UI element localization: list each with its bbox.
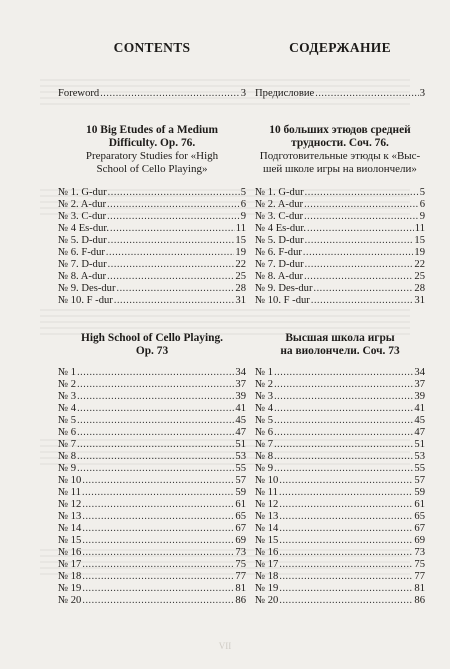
entry-label: № 20: [58, 595, 82, 606]
toc-entry[interactable]: [58, 463, 246, 475]
dot-leader: [315, 88, 418, 100]
dot-leader: [274, 403, 413, 415]
dot-leader: [82, 535, 234, 547]
dot-leader: [108, 259, 235, 271]
entry-label: № 3: [58, 391, 77, 402]
entry-label: № 10: [58, 475, 82, 486]
entry-label: № 19: [255, 583, 279, 594]
section-heading-line: Высшая школа игры: [285, 332, 395, 344]
entry-label: № 9: [255, 463, 274, 474]
entry-label: № 6: [58, 427, 77, 438]
dot-leader: [77, 391, 234, 403]
entry-label: № 4 Es-dur.: [255, 223, 307, 234]
entry-page-number: 75: [414, 559, 425, 570]
entry-page-number: 47: [414, 427, 425, 438]
entry-label: № 14: [58, 523, 82, 534]
entry-page-number: 47: [235, 427, 246, 438]
entry-label: № 11: [58, 487, 81, 498]
dot-leader: [304, 211, 419, 223]
entry-page-number: 81: [235, 583, 246, 594]
entry-label: № 5. D-dur: [255, 235, 304, 246]
entry-label: № 7: [58, 439, 77, 450]
entry-page-number: 75: [235, 559, 246, 570]
dot-leader: [305, 187, 419, 199]
toc-entry[interactable]: [255, 535, 425, 547]
entry-label: № 20: [255, 595, 279, 606]
toc-entry[interactable]: [255, 523, 425, 535]
dot-leader: [274, 391, 413, 403]
entry-label: № 15: [255, 535, 279, 546]
entry-label: № 16: [255, 547, 279, 558]
entry-page-number: 55: [235, 463, 246, 474]
section-subheading-op76: [50, 150, 254, 176]
entry-label: № 2: [58, 379, 77, 390]
toc-entry[interactable]: [255, 379, 425, 391]
entry-label: № 12: [255, 499, 279, 510]
entry-page-number: 37: [414, 379, 425, 390]
dot-leader: [279, 511, 413, 523]
entry-page-number: 22: [414, 259, 425, 270]
entry-label: № 9. Des-dur: [58, 283, 116, 294]
entry-page-number: 45: [235, 415, 246, 426]
section-heading-line: трудности. Соч. 76.: [291, 137, 389, 149]
section-subheading-line: Подготовительные этюды к «Выс-: [259, 150, 421, 162]
toc-entry[interactable]: [58, 583, 246, 595]
toc-entry[interactable]: [255, 463, 425, 475]
toc-entry[interactable]: [255, 247, 425, 259]
toc-entry[interactable]: [255, 223, 425, 235]
toc-entry[interactable]: [255, 595, 425, 607]
entry-page-number: 11: [414, 223, 425, 234]
entry-label: № 4: [58, 403, 77, 414]
toc-entry[interactable]: [58, 559, 246, 571]
dot-leader: [279, 571, 413, 583]
dot-leader: [100, 88, 240, 100]
entry-page-number: 6: [419, 199, 425, 210]
entry-label: № 7. D-dur: [58, 259, 107, 270]
toc-entry[interactable]: [255, 259, 425, 271]
dot-leader: [77, 367, 234, 379]
toc-entry[interactable]: [58, 523, 246, 535]
page-folio: VII: [218, 641, 232, 651]
dot-leader: [77, 439, 234, 451]
dot-leader: [106, 247, 235, 259]
dot-leader: [77, 451, 234, 463]
entry-label: № 14: [255, 523, 279, 534]
entry-label: № 13: [255, 511, 279, 522]
toc-entry[interactable]: [58, 571, 246, 583]
entry-page-number: 15: [235, 235, 246, 246]
entry-page-number: 31: [235, 295, 246, 306]
entry-page-number: 65: [414, 511, 425, 522]
dot-leader: [274, 415, 413, 427]
contents-title: CONTENTS: [113, 40, 191, 55]
entry-page-number: 34: [235, 367, 246, 378]
toc-entry[interactable]: [58, 211, 246, 223]
entry-label: № 6. F-dur: [255, 247, 302, 258]
section-heading-line: на виолончели. Соч. 73: [280, 345, 400, 357]
contents-title: СОДЕРЖАНИЕ: [289, 40, 391, 55]
dot-leader: [305, 235, 414, 247]
entry-page-number: 57: [235, 475, 246, 486]
entry-page-number: 69: [414, 535, 425, 546]
entry-page-number: 86: [414, 595, 425, 606]
entry-label: № 10. F -dur: [255, 295, 310, 306]
toc-entry[interactable]: [58, 487, 246, 499]
entry-label: № 8. A-dur: [255, 271, 304, 282]
entry-page-number: 59: [235, 487, 246, 498]
toc-entry[interactable]: [255, 427, 425, 439]
toc-entry[interactable]: [58, 295, 246, 307]
entry-label: № 9. Des-dur: [255, 283, 313, 294]
entry-page-number: 9: [240, 211, 246, 222]
toc-entry[interactable]: [58, 259, 246, 271]
section-heading-op73: [249, 332, 431, 358]
section-subheading-op76: [247, 150, 433, 176]
dot-leader: [274, 367, 413, 379]
toc-entry[interactable]: [58, 391, 246, 403]
entry-page-number: 67: [235, 523, 246, 534]
toc-entry[interactable]: [255, 571, 425, 583]
dot-leader: [304, 271, 413, 283]
entry-page-number: 67: [414, 523, 425, 534]
entry-label: № 10. F -dur: [58, 295, 113, 306]
entry-page-number: 3: [240, 88, 246, 99]
section-heading-line: Op. 73: [135, 345, 169, 357]
toc-entry[interactable]: [255, 283, 425, 295]
entry-page-number: 61: [235, 499, 246, 510]
dot-leader: [77, 415, 234, 427]
entry-label: № 4: [255, 403, 274, 414]
entry-label: № 5: [255, 415, 274, 426]
entry-label: № 10: [255, 475, 279, 486]
dot-leader: [77, 427, 234, 439]
entry-label: № 1. G-dur: [255, 187, 304, 198]
dot-leader: [304, 199, 419, 211]
dot-leader: [82, 559, 234, 571]
entry-page-number: 51: [414, 439, 425, 450]
toc-entry[interactable]: [58, 439, 246, 451]
entry-label: № 3. C-dur: [58, 211, 107, 222]
dot-leader: [279, 559, 413, 571]
section-heading-op76: [52, 124, 252, 150]
toc-entry[interactable]: [255, 487, 425, 499]
entry-label: № 8. A-dur: [58, 271, 107, 282]
toc-entry[interactable]: [255, 187, 425, 199]
entry-page-number: 81: [414, 583, 425, 594]
entry-label: № 4 Es-dur.: [58, 223, 110, 234]
dot-leader: [116, 283, 234, 295]
dot-leader: [82, 511, 234, 523]
entry-page-number: 28: [414, 283, 425, 294]
toc-entry[interactable]: [255, 559, 425, 571]
dot-leader: [107, 271, 234, 283]
entry-page-number: 73: [414, 547, 425, 558]
entry-label: № 5. D-dur: [58, 235, 107, 246]
entry-page-number: 45: [414, 415, 425, 426]
entry-page-number: 19: [235, 247, 246, 258]
toc-entry[interactable]: [58, 535, 246, 547]
section-heading-line: Difficulty. Op. 76.: [108, 137, 196, 149]
toc-entry[interactable]: [58, 379, 246, 391]
entry-label: № 6: [255, 427, 274, 438]
dot-leader: [82, 547, 234, 559]
entry-page-number: 55: [414, 463, 425, 474]
section-heading-line: 10 Big Etudes of a Medium: [86, 124, 218, 136]
dot-leader: [279, 475, 413, 487]
toc-entry[interactable]: [58, 271, 246, 283]
entry-page-number: 22: [235, 259, 246, 270]
toc-entry[interactable]: [255, 235, 425, 247]
dot-leader: [279, 499, 413, 511]
section-heading-op76: [249, 124, 431, 150]
section-heading-op73: [52, 332, 252, 358]
toc-entry[interactable]: [255, 391, 425, 403]
entry-label: № 11: [255, 487, 278, 498]
dot-leader: [108, 235, 235, 247]
dot-leader: [82, 499, 234, 511]
dot-leader: [274, 451, 413, 463]
toc-entry[interactable]: [58, 235, 246, 247]
dot-leader: [311, 295, 414, 307]
entry-label: № 18: [255, 571, 279, 582]
entry-page-number: 61: [414, 499, 425, 510]
entry-page-number: 28: [235, 283, 246, 294]
entry-page-number: 41: [235, 403, 246, 414]
toc-entry[interactable]: [255, 403, 425, 415]
entry-label: № 7: [255, 439, 274, 450]
toc-entry[interactable]: [58, 403, 246, 415]
entry-label: Предисловие: [255, 88, 315, 99]
dot-leader: [313, 283, 413, 295]
dot-leader: [82, 475, 234, 487]
entry-page-number: 11: [235, 223, 246, 234]
dot-leader: [82, 523, 234, 535]
toc-entry[interactable]: [255, 211, 425, 223]
toc-entry-foreword[interactable]: [255, 88, 425, 100]
entry-label: № 17: [255, 559, 279, 570]
dot-leader: [307, 223, 414, 235]
dot-leader: [279, 583, 413, 595]
entry-label: № 9: [58, 463, 77, 474]
entry-page-number: 59: [414, 487, 425, 498]
dot-leader: [279, 487, 413, 499]
entry-page-number: 77: [235, 571, 246, 582]
toc-entry[interactable]: [58, 367, 246, 379]
toc-entry[interactable]: [58, 247, 246, 259]
entry-page-number: 86: [235, 595, 246, 606]
entry-page-number: 6: [240, 199, 246, 210]
dot-leader: [77, 463, 234, 475]
entry-label: № 19: [58, 583, 82, 594]
entry-page-number: 77: [414, 571, 425, 582]
toc-entry[interactable]: [255, 547, 425, 559]
entry-label: № 5: [58, 415, 77, 426]
toc-entry[interactable]: [58, 223, 246, 235]
toc-entry[interactable]: [58, 283, 246, 295]
section-heading-line: High School of Cello Playing.: [80, 332, 224, 344]
entry-page-number: 69: [235, 535, 246, 546]
entry-label: № 1: [255, 367, 274, 378]
toc-entry[interactable]: [58, 595, 246, 607]
entry-label: № 8: [255, 451, 274, 462]
entry-label: № 1. G-dur: [58, 187, 107, 198]
entry-page-number: 51: [235, 439, 246, 450]
entry-page-number: 19: [414, 247, 425, 258]
entry-label: № 13: [58, 511, 82, 522]
toc-entry[interactable]: [58, 475, 246, 487]
toc-entry[interactable]: [255, 415, 425, 427]
entry-page-number: 73: [235, 547, 246, 558]
toc-entry[interactable]: [58, 199, 246, 211]
entry-page-number: 53: [414, 451, 425, 462]
toc-entry[interactable]: [255, 499, 425, 511]
entry-page-number: 5: [419, 187, 425, 198]
entry-page-number: 34: [414, 367, 425, 378]
toc-entry[interactable]: [255, 583, 425, 595]
toc-entry[interactable]: [58, 499, 246, 511]
section-heading-line: 10 больших этюдов средней: [269, 124, 411, 136]
entry-label: № 16: [58, 547, 82, 558]
entry-label: № 17: [58, 559, 82, 570]
section-subheading-line: Preparatory Studies for «High: [85, 150, 219, 162]
entry-page-number: 39: [414, 391, 425, 402]
dot-leader: [82, 595, 234, 607]
dot-leader: [274, 463, 413, 475]
dot-leader: [110, 223, 235, 235]
toc-entry[interactable]: [58, 511, 246, 523]
toc-entry[interactable]: [58, 415, 246, 427]
section-subheading-line: шей школе игры на виолончели»: [263, 163, 417, 175]
entry-page-number: 3: [419, 88, 425, 99]
entry-label: № 8: [58, 451, 77, 462]
entry-label: № 2. A-dur: [58, 199, 107, 210]
dot-leader: [279, 535, 413, 547]
entry-label: Foreword: [58, 88, 100, 99]
dot-leader: [303, 247, 414, 259]
entry-label: № 1: [58, 367, 77, 378]
dot-leader: [107, 199, 240, 211]
entry-page-number: 37: [235, 379, 246, 390]
entry-label: № 18: [58, 571, 82, 582]
entry-page-number: 9: [419, 211, 425, 222]
dot-leader: [77, 403, 234, 415]
dot-leader: [274, 427, 413, 439]
toc-entry[interactable]: [255, 475, 425, 487]
entry-label: № 2. A-dur: [255, 199, 304, 210]
dot-leader: [108, 187, 240, 199]
dot-leader: [82, 571, 234, 583]
entry-page-number: 31: [414, 295, 425, 306]
toc-entry[interactable]: [255, 295, 425, 307]
toc-entry[interactable]: [255, 511, 425, 523]
dot-leader: [279, 595, 413, 607]
dot-leader: [305, 259, 414, 271]
dot-leader: [82, 583, 234, 595]
dot-leader: [114, 295, 235, 307]
entry-page-number: 57: [414, 475, 425, 486]
toc-entry[interactable]: [255, 439, 425, 451]
entry-page-number: 5: [240, 187, 246, 198]
entry-label: № 12: [58, 499, 82, 510]
entry-page-number: 15: [414, 235, 425, 246]
toc-entry[interactable]: [255, 367, 425, 379]
toc-entry[interactable]: [58, 451, 246, 463]
entry-label: № 2: [255, 379, 274, 390]
dot-leader: [77, 379, 234, 391]
toc-entry-foreword[interactable]: [58, 88, 246, 100]
toc-entry[interactable]: [255, 451, 425, 463]
entry-label: № 15: [58, 535, 82, 546]
entry-label: № 7. D-dur: [255, 259, 304, 270]
entry-page-number: 25: [414, 271, 425, 282]
dot-leader: [82, 487, 234, 499]
dot-leader: [274, 379, 413, 391]
toc-entry[interactable]: [58, 547, 246, 559]
entry-page-number: 41: [414, 403, 425, 414]
entry-page-number: 39: [235, 391, 246, 402]
dot-leader: [107, 211, 240, 223]
toc-entry[interactable]: [58, 187, 246, 199]
entry-label: № 3: [255, 391, 274, 402]
toc-entry[interactable]: [58, 427, 246, 439]
dot-leader: [279, 547, 413, 559]
entry-label: № 3. C-dur: [255, 211, 304, 222]
entry-page-number: 53: [235, 451, 246, 462]
dot-leader: [274, 439, 413, 451]
toc-entry[interactable]: [255, 271, 425, 283]
toc-entry[interactable]: [255, 199, 425, 211]
dot-leader: [279, 523, 413, 535]
entry-label: № 6. F-dur: [58, 247, 105, 258]
section-subheading-line: School of Cello Playing»: [96, 163, 208, 175]
entry-page-number: 25: [235, 271, 246, 282]
entry-page-number: 65: [235, 511, 246, 522]
